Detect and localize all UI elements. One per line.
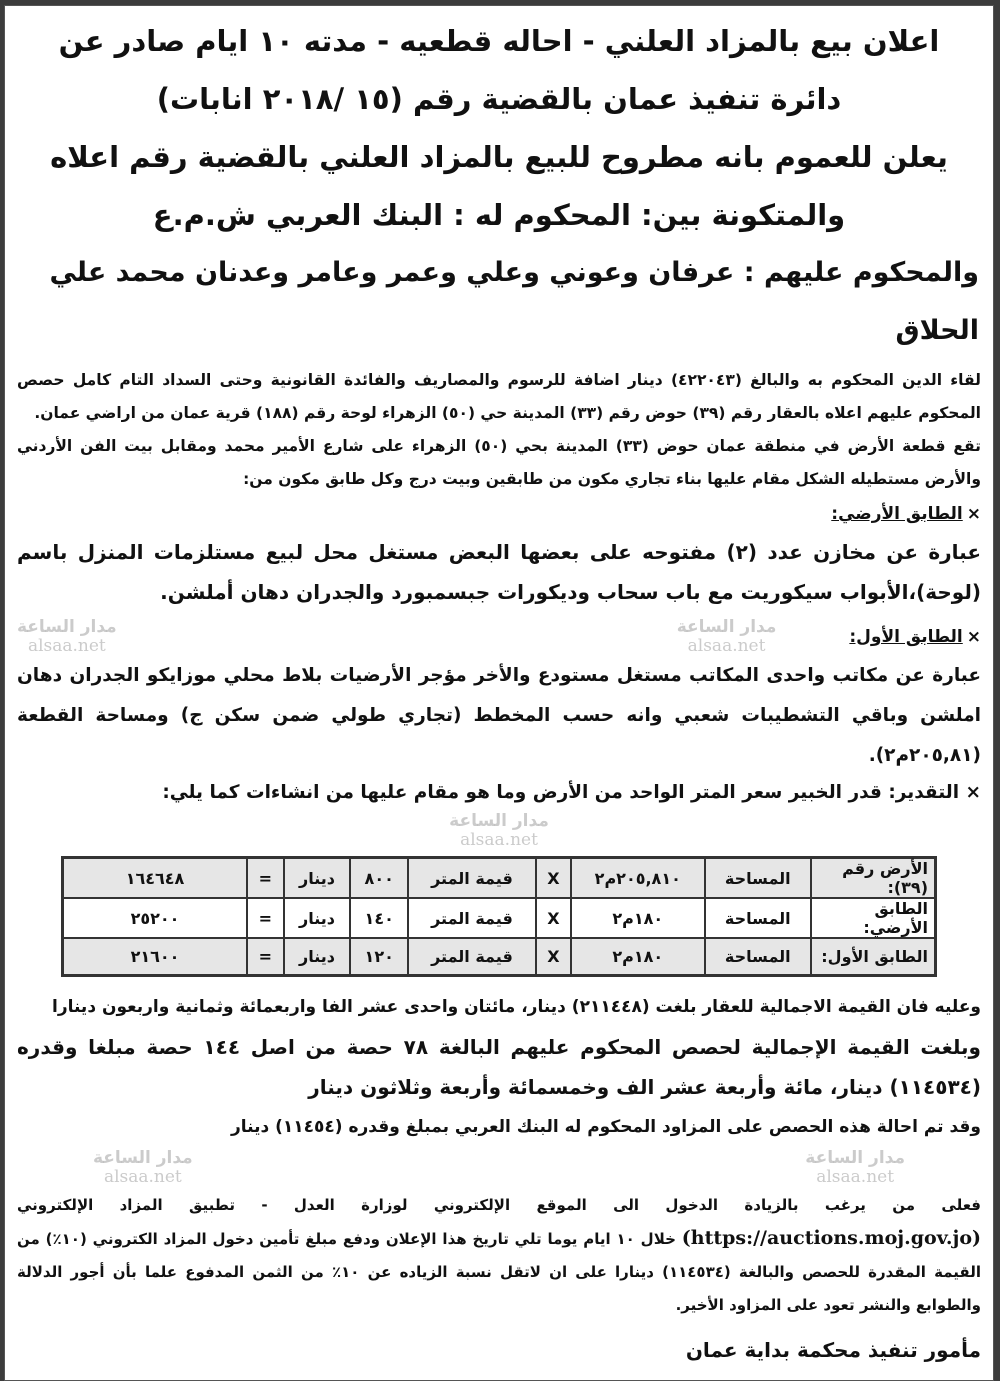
total-cell: ٢٥٢٠٠: [63, 898, 247, 938]
notice-content: [5, 6, 993, 1380]
area-label-cell: المساحة: [705, 898, 811, 938]
watermark: [17, 618, 117, 656]
item-cell: الأرض رقم (٣٩):: [811, 858, 935, 898]
price-cell: ٨٠٠: [350, 858, 408, 898]
watermark-row-table: [13, 810, 985, 852]
ground-floor-heading: [831, 496, 981, 532]
area-cell: ١٨٠م٢: [571, 938, 705, 975]
table-row: [63, 898, 935, 938]
notice-title-line-1: اعلان بيع بالمزاد العلني - احاله قطعيه - مدته ١٠ ايام صادر عن: [58, 24, 940, 58]
item-cell: الطابق الأول:: [811, 938, 935, 975]
watermark-latin: alsaa.net: [27, 636, 106, 656]
notice-title-line-3: يعلن للعموم بانه مطروح للبيع بالمزاد العلني بالقضية رقم اعلاه: [50, 140, 948, 174]
notice-title-line-4: والمتكونة بين: المحكوم له : البنك العربي ش.م.ع: [152, 198, 846, 232]
area-label-cell: المساحة: [705, 938, 811, 975]
bullet-x-icon: ×: [966, 627, 981, 647]
price-label-cell: قيمة المتر: [408, 858, 536, 898]
price-label-cell: قيمة المتر: [408, 898, 536, 938]
watermark-arabic: مدار الساعة: [17, 617, 117, 637]
first-floor-description: عبارة عن مكاتب واحدى المكاتب مستغل مستودع والأخر مؤجر الأرضيات بلاط محلي موزايكو الجدران دهان املشن وباقي التشطيبات شعبي وانه حسب المخطط (تجاري طولي ضمن سكن ج) ومساحة القطعة (٢٠٥,٨١م٢).: [17, 665, 981, 766]
item-cell: الطابق الأرضي:: [811, 898, 935, 938]
signature: مأمور تنفيذ محكمة بداية عمان: [685, 1338, 981, 1362]
notice-title-line-2: دائرة تنفيذ عمان بالقضية رقم (١٥ /٢٠١٨ انابات): [156, 82, 842, 116]
watermark-arabic: مدار الساعة: [676, 617, 777, 637]
auction-website-link[interactable]: (https://auctions.moj.gov.jo): [681, 1227, 981, 1249]
equals-cell: =: [247, 858, 284, 898]
notice-title-line-5: والمحكوم عليهم : عرفان وعوني وعلي وعمر وعامر وعدنان محمد علي الحلاق: [49, 257, 979, 346]
auction-notice: [4, 5, 994, 1381]
total-cell: ٢١٦٠٠: [63, 938, 247, 975]
price-label-cell: قيمة المتر: [408, 938, 536, 975]
watermark-arabic: مدار الساعة: [93, 1148, 193, 1168]
closing-post-url: خلال ١٠ ايام يوما تلي تاريخ هذا الإعلان ودفع مبلغ تأمين دخول المزاد الكتروني (١٠٪) من القيمة المقدرة للحصص والبالغة (١١٤٥٣٤) دينارا على ان لاتقل نسبة الزياده عن ١٠٪ من الثمن المدفوع علما بأن أجور الدلالة والطوابع والنشر تعود على المزاود الأخير.: [17, 1230, 981, 1314]
watermark: [93, 1149, 193, 1187]
first-floor-heading-text: الطابق الأول:: [849, 627, 963, 647]
price-cell: ١٢٠: [350, 938, 408, 975]
valuation-statement: × التقدير: قدر الخبير سعر المتر الواحد من الأرض وما هو مقام عليها من انشاءات كما يلي:: [162, 782, 981, 803]
summary-award: وقد تم احالة هذه الحصص على المزاود المحكوم له البنك العربي بمبلغ وقدره (١١٤٥٤) دينار: [230, 1117, 981, 1137]
closing-paragraph: [13, 1189, 985, 1322]
ground-floor-description: عبارة عن مخازن عدد (٢) مفتوحه على بعضها البعض مستغل محل لبيع مستلزمات المنزل باسم (لوحة)،الأبواب سيكوريت مع باب سحاب وديكورات جبسمبورد والجدران دهان أملشن.: [17, 540, 981, 604]
area-label-cell: المساحة: [705, 858, 811, 898]
watermark: [449, 812, 549, 850]
times-cell: X: [536, 858, 571, 898]
currency-cell: دينار: [284, 858, 351, 898]
intro-paragraph-2: تقع قطعة الأرض في منطقة عمان حوض (٣٣) المدينة بحي (٥٠) الزهراء على شارع الأمير محمد ومقابل بيت الفن الأردني والأرض مستطيله الشكل مقام عليها بناء تجاري مكون من طابقين وبيت درج وكل طابق مكون من:: [17, 437, 981, 488]
area-cell: ١٨٠م٢: [571, 898, 705, 938]
first-floor-heading: [849, 619, 981, 655]
watermark-arabic: مدار الساعة: [805, 1148, 905, 1168]
currency-cell: دينار: [284, 938, 351, 975]
watermark-latin: alsaa.net: [687, 636, 766, 656]
watermark-row-closing: [13, 1147, 985, 1189]
intro-paragraph-1: لقاء الدين المحكوم به والبالغ (٤٢٢٠٤٣) دينار اضافة للرسوم والمصاريف والفائدة القانونية وحتى السداد التام كامل حصص المحكوم عليهم اعلاه بالعقار رقم (٣٩) حوض رقم (٣٣) المدينة حي (٥٠) الزهراء لوحة رقم (١٨٨) قرية عمان من اراضي عمان.: [17, 371, 981, 422]
summary-total-value: وعليه فان القيمة الاجمالية للعقار بلغت (٢١١٤٤٨) دينار، مائتان واحدى عشر الفا واربعمائة وثمانية واربعون دينارا: [52, 997, 981, 1017]
watermark-latin: alsaa.net: [460, 830, 538, 850]
price-cell: ١٤٠: [350, 898, 408, 938]
table-row: [63, 938, 935, 975]
currency-cell: دينار: [284, 898, 351, 938]
times-cell: X: [536, 938, 571, 975]
ground-floor-heading-row: [13, 496, 985, 532]
valuation-table: [61, 856, 937, 977]
watermark: [805, 1149, 905, 1187]
closing-pre-url: فعلى من يرغب بالزيادة الدخول الى الموقع الإلكتروني لوزارة العدل - تطبيق المزاد الإلكتروني: [17, 1196, 981, 1214]
table-row: [63, 858, 935, 898]
total-cell: ١٦٤٦٤٨: [63, 858, 247, 898]
area-cell: ٢٠٥,٨١٠م٢: [571, 858, 705, 898]
equals-cell: =: [247, 898, 284, 938]
watermark-arabic: مدار الساعة: [449, 811, 549, 831]
bullet-x-icon: ×: [966, 504, 981, 524]
ground-floor-heading-text: الطابق الأرضي:: [831, 504, 963, 524]
watermark-latin: alsaa.net: [816, 1167, 895, 1187]
first-floor-heading-row: [13, 618, 985, 656]
equals-cell: =: [247, 938, 284, 975]
watermark: [677, 618, 777, 656]
watermark-latin: alsaa.net: [103, 1167, 182, 1187]
times-cell: X: [536, 898, 571, 938]
watermark-pair: [17, 618, 776, 656]
summary-shares-value: وبلغت القيمة الإجمالية لحصص المحكوم عليهم البالغة ٧٨ حصة من اصل ١٤٤ حصة مبلغا وقدره (١١٤٥٣٤) دينار، مائة وأربعة عشر الف وخمسمائة وأربعة وثلاثون دينار: [17, 1035, 981, 1099]
